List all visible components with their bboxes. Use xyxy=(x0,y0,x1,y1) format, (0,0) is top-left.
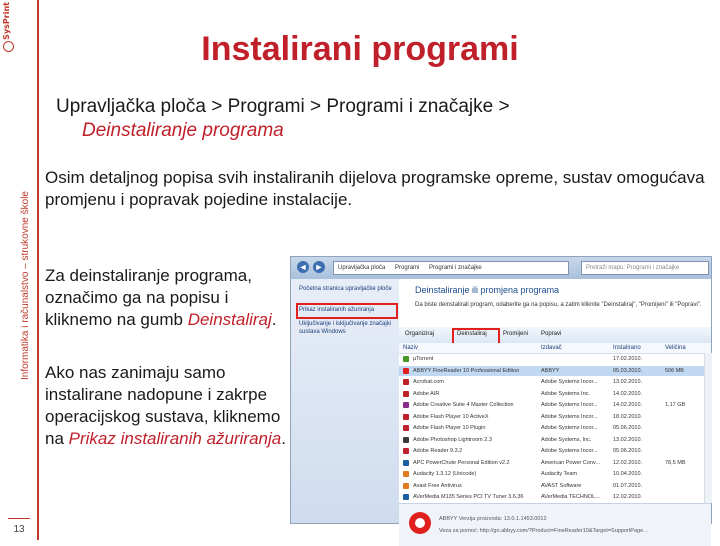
side-course-label: Informatika i računalstvo – strukovne škole xyxy=(20,191,31,380)
repair-button[interactable]: Popravi xyxy=(541,331,562,337)
cell-name: Audacity 1.3.12 (Unicode) xyxy=(413,471,477,477)
pane-description: Da biste deinstalirali program, odaberite ga na popisu, a zatim kliknite "Deinstaliraj", "Promijeni" ili "Popravi". xyxy=(415,302,702,308)
table-row[interactable] xyxy=(399,389,711,399)
col-name[interactable]: Naziv xyxy=(403,345,419,351)
link-windows-features[interactable]: Uključivanje i isključivanje značajki sustava Windows xyxy=(299,321,392,335)
task-pane xyxy=(291,279,400,523)
left-sidebar xyxy=(0,0,40,540)
list-scrollbar[interactable] xyxy=(704,353,712,503)
table-row[interactable] xyxy=(399,492,711,502)
program-icon xyxy=(403,460,409,466)
cell-date: 17.02.2010. xyxy=(613,356,643,362)
cell-date: 13.02.2010. xyxy=(613,379,643,385)
table-row[interactable] xyxy=(399,412,711,422)
table-row[interactable] xyxy=(399,481,711,491)
page-number: 13 xyxy=(13,524,25,535)
cell-date: 05.03.2010. xyxy=(613,367,643,374)
program-icon xyxy=(403,391,409,397)
cell-pub: Adobe Systems Incor... xyxy=(541,379,598,385)
programs-list-pane xyxy=(399,279,711,534)
uninstall-text: Za deinstaliranje programa, označimo ga na popisu i kliknemo na gumb xyxy=(45,266,252,329)
table-row[interactable] xyxy=(399,446,711,456)
col-installed[interactable]: Instalirano xyxy=(613,345,641,351)
cell-size: 506 MB xyxy=(665,367,684,374)
program-icon xyxy=(403,368,409,374)
cell-size: 1,17 GB xyxy=(665,402,686,408)
uninstall-button-name: Deinstaliraj xyxy=(187,310,272,329)
organize-button[interactable]: Organiziraj xyxy=(405,331,435,337)
search-input[interactable]: Pretraži mapu: Programi i značajke xyxy=(581,261,709,275)
list-header xyxy=(399,343,711,354)
uninstall-button[interactable]: Deinstaliraj xyxy=(457,331,487,337)
table-row[interactable] xyxy=(399,435,711,445)
cell-date: 05.06.2010. xyxy=(613,448,643,454)
change-button[interactable]: Promijeni xyxy=(503,331,529,337)
program-icon xyxy=(403,483,409,489)
highlight-updates-link xyxy=(296,303,398,319)
cell-date: 10.04.2010. xyxy=(613,471,643,477)
cell-pub: Audacity Team xyxy=(541,471,577,477)
navigation-path xyxy=(56,95,696,143)
cell-date: 12.02.2010. xyxy=(613,459,643,466)
slide-title: Instalirani programi xyxy=(201,30,519,68)
cell-date: 12.02.2010. xyxy=(613,494,643,500)
updates-paragraph xyxy=(45,362,295,450)
program-icon xyxy=(403,356,409,362)
logo-text: SysPrint xyxy=(2,2,11,40)
uninstall-paragraph xyxy=(45,265,295,331)
program-icon xyxy=(403,437,409,443)
updates-link-name: Prikaz instaliranih ažuriranja xyxy=(68,429,282,448)
cell-pub: Adobe Systems Incor... xyxy=(541,413,598,420)
programs-features-window xyxy=(290,256,712,534)
program-icon xyxy=(403,414,409,420)
cell-name: Adobe Flash Player 10 ActiveX xyxy=(413,413,489,420)
abbyy-logo-icon xyxy=(409,512,431,534)
cell-date: 13.02.2010. xyxy=(613,436,643,443)
uninstall-period: . xyxy=(271,310,277,329)
cell-date: 18.02.2010. xyxy=(613,413,643,420)
details-pane xyxy=(399,503,711,546)
cell-name: AVerMedia M135 Series PCI TV Tuner 3.6.36 xyxy=(413,494,524,500)
cell-name: µTorrent xyxy=(413,356,434,362)
col-publisher[interactable]: Izdavač xyxy=(541,345,562,351)
cell-pub: ABBYY xyxy=(541,367,560,374)
table-row[interactable] xyxy=(399,423,711,433)
intro-paragraph: Osim detaljnog popisa svih instaliranih dijelova programske opreme, sustav omogućava promjenu i popravak pojedine instalacije. xyxy=(45,168,705,209)
program-icon xyxy=(403,379,409,385)
crumb-programs[interactable]: Programi xyxy=(395,265,420,271)
path-line-2: Deinstaliranje programa xyxy=(82,120,284,141)
cell-name: APC PowerChute Personal Edition v2.2 xyxy=(413,459,510,466)
address-bar xyxy=(291,257,711,279)
table-row[interactable] xyxy=(399,377,711,387)
cell-pub: Adobe Systems Inc. xyxy=(541,390,590,397)
updates-period: . xyxy=(281,429,286,448)
table-row[interactable] xyxy=(399,458,711,468)
cell-size: 78,5 MB xyxy=(665,459,686,466)
pane-title: Deinstaliranje ili promjena programa xyxy=(415,285,560,295)
cell-pub: Adobe Systems Incor... xyxy=(541,448,598,454)
breadcrumb[interactable] xyxy=(333,261,569,275)
cell-name: ABBYY FineReader 10 Professional Edition xyxy=(413,367,520,374)
cell-pub: Adobe Systems Incor... xyxy=(541,402,598,408)
table-row[interactable] xyxy=(399,469,711,479)
cell-name: Adobe Flash Player 10 Plugin xyxy=(413,425,486,431)
back-arrow-icon[interactable]: ◄ xyxy=(298,262,308,272)
updates-text: Ako nas zanimaju samo instalirane nadopune i zakrpe operacijskog sustava, kliknemo na xyxy=(45,363,281,448)
command-bar xyxy=(399,327,711,344)
details-version: ABBYY Verzija proizvoda: 13.0.1.1453.0012 xyxy=(439,516,547,522)
program-icon xyxy=(403,448,409,454)
cell-date: 14.02.2010. xyxy=(613,390,643,397)
cell-date: 14.02.2010. xyxy=(613,402,643,408)
table-row[interactable] xyxy=(399,400,711,410)
link-view-installed-updates[interactable]: Prikaz instaliranih ažuriranja xyxy=(299,307,375,313)
details-help-link: Veza za pomoć: http://go.abbyy.com/?Product=FineReader10&Target=SupportPage... xyxy=(439,528,648,534)
path-line-1: Upravljačka ploča > Programi > Programi i značajke > xyxy=(56,96,510,117)
cell-name: Acrobat.com xyxy=(413,379,444,385)
crumb-control-panel[interactable]: Upravljačka ploča xyxy=(338,265,386,271)
cell-name: Adobe Reader 9.3.2 xyxy=(413,448,463,454)
cell-name: Adobe Photoshop Lightroom 2.3 xyxy=(413,436,492,443)
cell-pub: AVerMedia TECHNOL... xyxy=(541,494,600,500)
cell-pub: AVAST Software xyxy=(541,482,582,489)
col-size[interactable]: Veličina xyxy=(665,345,686,351)
cell-name: Adobe Creative Suite 4 Master Collection xyxy=(413,402,514,408)
cell-pub: American Power Conv... xyxy=(541,459,600,466)
cell-name: Avast Free Antivirus xyxy=(413,482,462,489)
program-icon xyxy=(403,402,409,408)
sidebar-divider xyxy=(37,0,39,540)
cell-name: Adobe AIR xyxy=(413,390,440,397)
page-number-divider xyxy=(8,518,30,519)
link-control-panel-home[interactable]: Početna stranica upravljačke ploče xyxy=(299,286,392,292)
program-icon xyxy=(403,494,409,500)
cell-pub: Adobe Systems, Inc. xyxy=(541,436,592,443)
crumb-programs-features[interactable]: Programi i značajke xyxy=(429,265,482,271)
program-icon xyxy=(403,425,409,431)
forward-arrow-icon[interactable]: ► xyxy=(314,262,324,272)
cell-pub: Adobe Systems Incor... xyxy=(541,425,598,431)
cell-date: 05.06.2010. xyxy=(613,425,643,431)
table-row[interactable] xyxy=(399,366,711,376)
table-row[interactable] xyxy=(399,354,711,364)
cell-date: 01.07.2010. xyxy=(613,482,643,489)
program-icon xyxy=(403,471,409,477)
